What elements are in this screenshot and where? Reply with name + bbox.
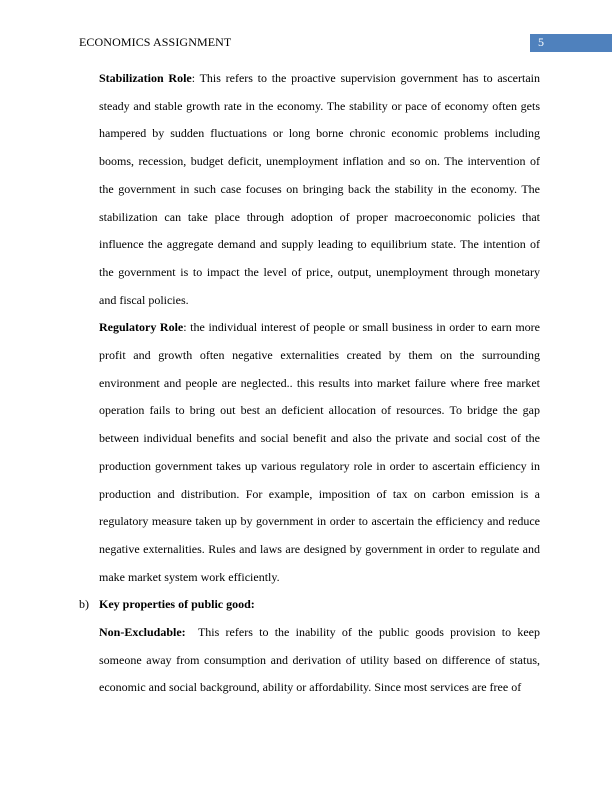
document-body: [79, 65, 543, 702]
non-excludable-paragraph: [99, 619, 543, 702]
stabilization-role-label: Stabilization Role: [99, 71, 192, 85]
running-header-title: ECONOMICS ASSIGNMENT: [79, 35, 232, 49]
section-b-heading: [79, 591, 540, 619]
non-excludable-label: Non-Excludable:: [99, 625, 186, 640]
regulatory-role-paragraph: [99, 314, 540, 591]
stabilization-role-text: : This refers to the proactive supervision government has to ascertain steady and stable growth rate in the economy. The stability or pace of economy often gets hampered by sudden fluctuations or long borne chronic economic problems including booms, recession, budget deficit, unemployment inflation and so on. The intervention of the government in such case focuses on bringing back the stability in the economy. The stabilization can take place through adoption of proper macroeconomic policies that influence the aggregate demand and supply leading to equilibrium state. The intention of the government is to impact the level of price, output, unemployment through monetary and fiscal policies.: [99, 71, 540, 307]
non-excludable-text: This refers to the inability of the public goods provision to keep someone away from consumption and derivation of utility based on difference of status, economic and social background, ability or affordability. Since most services are free of: [99, 625, 543, 695]
regulatory-role-label: Regulatory Role: [99, 320, 184, 335]
page-number: 5: [538, 35, 544, 49]
section-b-title: Key properties of public good:: [99, 597, 255, 612]
page-number-box: [530, 34, 612, 52]
stabilization-role-paragraph: [99, 65, 540, 314]
section-b-marker: b): [79, 597, 89, 612]
regulatory-role-text: : the individual interest of people or small business in order to earn more profit and growth often negative externalities created by them on the surrounding environment and people are neglected.. this results into market failure where free market operation fails to bring out best an deficient allocation of resources. To bridge the gap between individual benefits and social benefit and also the private and social cost of the production government takes up various regulatory role in order to ascertain efficiency in production and distribution. For example, imposition of tax on carbon emission is a regulatory measure taken up by government in order to ascertain the efficiency and reduce negative externalities. Rules and laws are designed by government in order to regulate and make market system work efficiently.: [99, 320, 540, 584]
